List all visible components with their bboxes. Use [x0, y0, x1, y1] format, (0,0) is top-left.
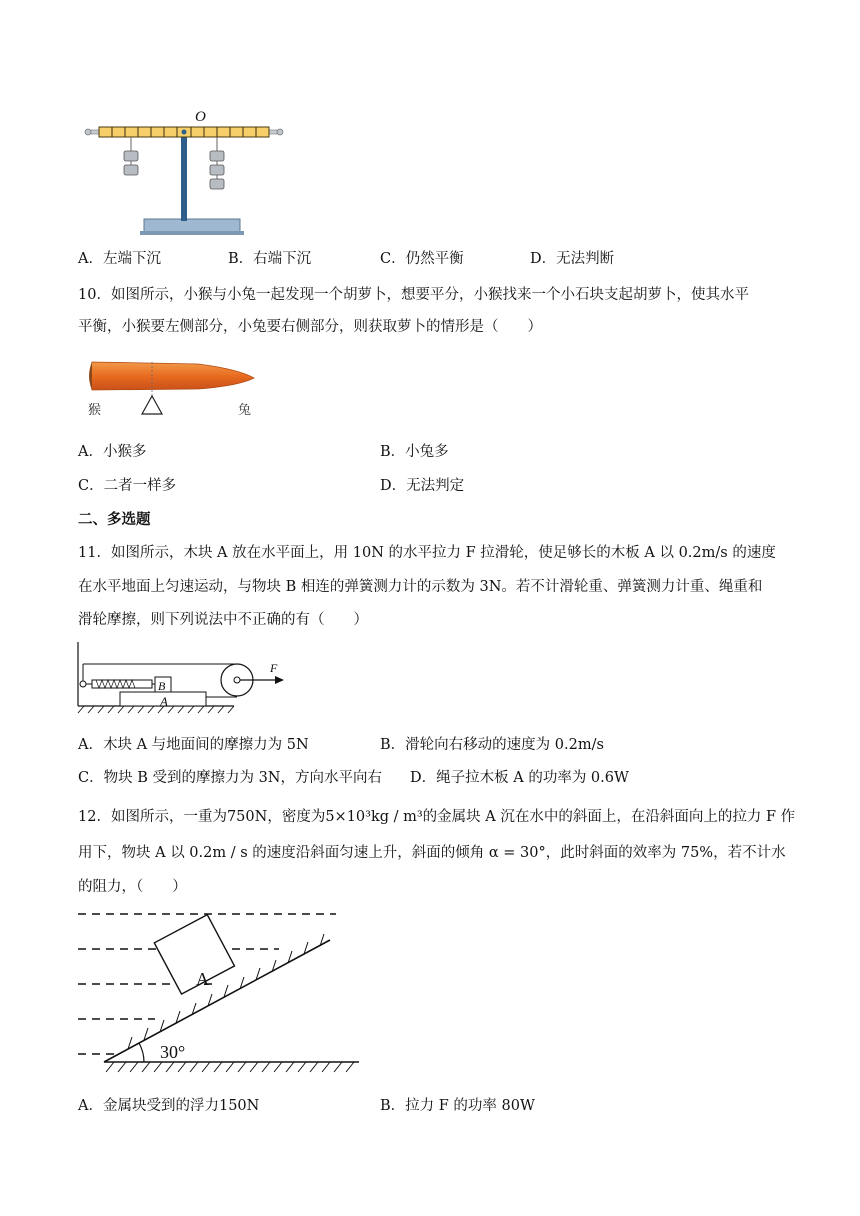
q11-option-d: D．绳子拉木板 A 的功率为 0.6W — [410, 770, 629, 786]
q11-stem-line-1: 11．如图所示，木块 A 放在水平面上，用 10N 的水平拉力 F 拉滑轮，使足够长的木板 A 以 0.2m/s 的速度 — [78, 545, 776, 561]
carrot-figure — [78, 356, 268, 424]
spring-scale — [92, 680, 152, 688]
angle-arc — [139, 1043, 144, 1062]
carrot — [90, 362, 254, 390]
q12-option-a: A．金属块受到的浮力150N — [78, 1098, 260, 1114]
fulcrum-stone — [142, 396, 162, 414]
q9-option-b: B．右端下沉 — [228, 251, 312, 267]
section-title-multiple-choice: 二、多选题 — [78, 511, 151, 528]
incline-figure — [74, 906, 366, 1078]
q10-stem-line-2: 平衡，小猴要左侧部分，小兔要右侧部分，则获取萝卜的情形是（ ） — [78, 319, 542, 335]
angle-label: 30° — [160, 1042, 186, 1062]
q9-option-c: C．仍然平衡 — [380, 251, 464, 267]
monkey-label: 猴 — [88, 402, 102, 417]
q11-option-a: A．木块 A 与地面间的摩擦力为 5N — [78, 737, 309, 753]
q11-stem-line-3: 滑轮摩擦，则下列说法中不正确的有（ ） — [78, 612, 368, 628]
right-weights — [210, 137, 224, 189]
rabbit-label: 兔 — [238, 402, 252, 417]
q12-stem-line-1: 12．如图所示，一重为750N，密度为5×10³kg / m³的金属块 A 沉在水中的斜面上，在沿斜面向上的拉力 F 作 — [78, 809, 796, 825]
balance-stand — [181, 127, 187, 221]
q12-option-b: B．拉力 F 的功率 80W — [380, 1098, 535, 1114]
board-a-label: A — [160, 694, 168, 709]
pivot-label: O — [195, 109, 206, 125]
q11-stem-line-2: 在水平地面上匀速运动，与物块 B 相连的弹簧测力计的示数为 3N。若不计滑轮重、弹簧测力计重、绳重和 — [78, 579, 763, 595]
q12-stem-line-3: 的阻力，（ ） — [78, 879, 187, 895]
q10-option-d: D．无法判定 — [380, 478, 465, 494]
q11-option-c: C．物块 B 受到的摩擦力为 3N，方向水平向右 — [78, 770, 382, 786]
q9-option-a: A．左端下沉 — [78, 251, 161, 267]
q10-option-c: C．二者一样多 — [78, 478, 177, 494]
block-a-label: A — [196, 969, 209, 989]
left-weights — [124, 137, 138, 175]
q12-stem-line-2: 用下，物块 A 以 0.2m / s 的速度沿斜面匀速上升，斜面的倾角 α = 30°，此时斜面的效率为 75%，若不计水 — [78, 845, 786, 861]
pulley-figure — [74, 642, 294, 716]
lever-balance-figure — [78, 105, 298, 240]
force-label: F — [270, 661, 278, 675]
block-b-label: B — [158, 679, 166, 693]
q9-option-d: D．无法判断 — [530, 251, 615, 267]
block-a — [154, 915, 234, 994]
q10-option-b: B．小兔多 — [380, 444, 449, 460]
q10-option-a: A．小猴多 — [78, 444, 147, 460]
balance-base — [144, 219, 240, 233]
q10-stem-line-1: 10．如图所示，小猴与小兔一起发现一个胡萝卜，想要平分，小猴找来一个小石块支起胡萝卜，使其水平 — [78, 287, 749, 303]
q11-option-b: B．滑轮向右移动的速度为 0.2m/s — [380, 737, 604, 753]
